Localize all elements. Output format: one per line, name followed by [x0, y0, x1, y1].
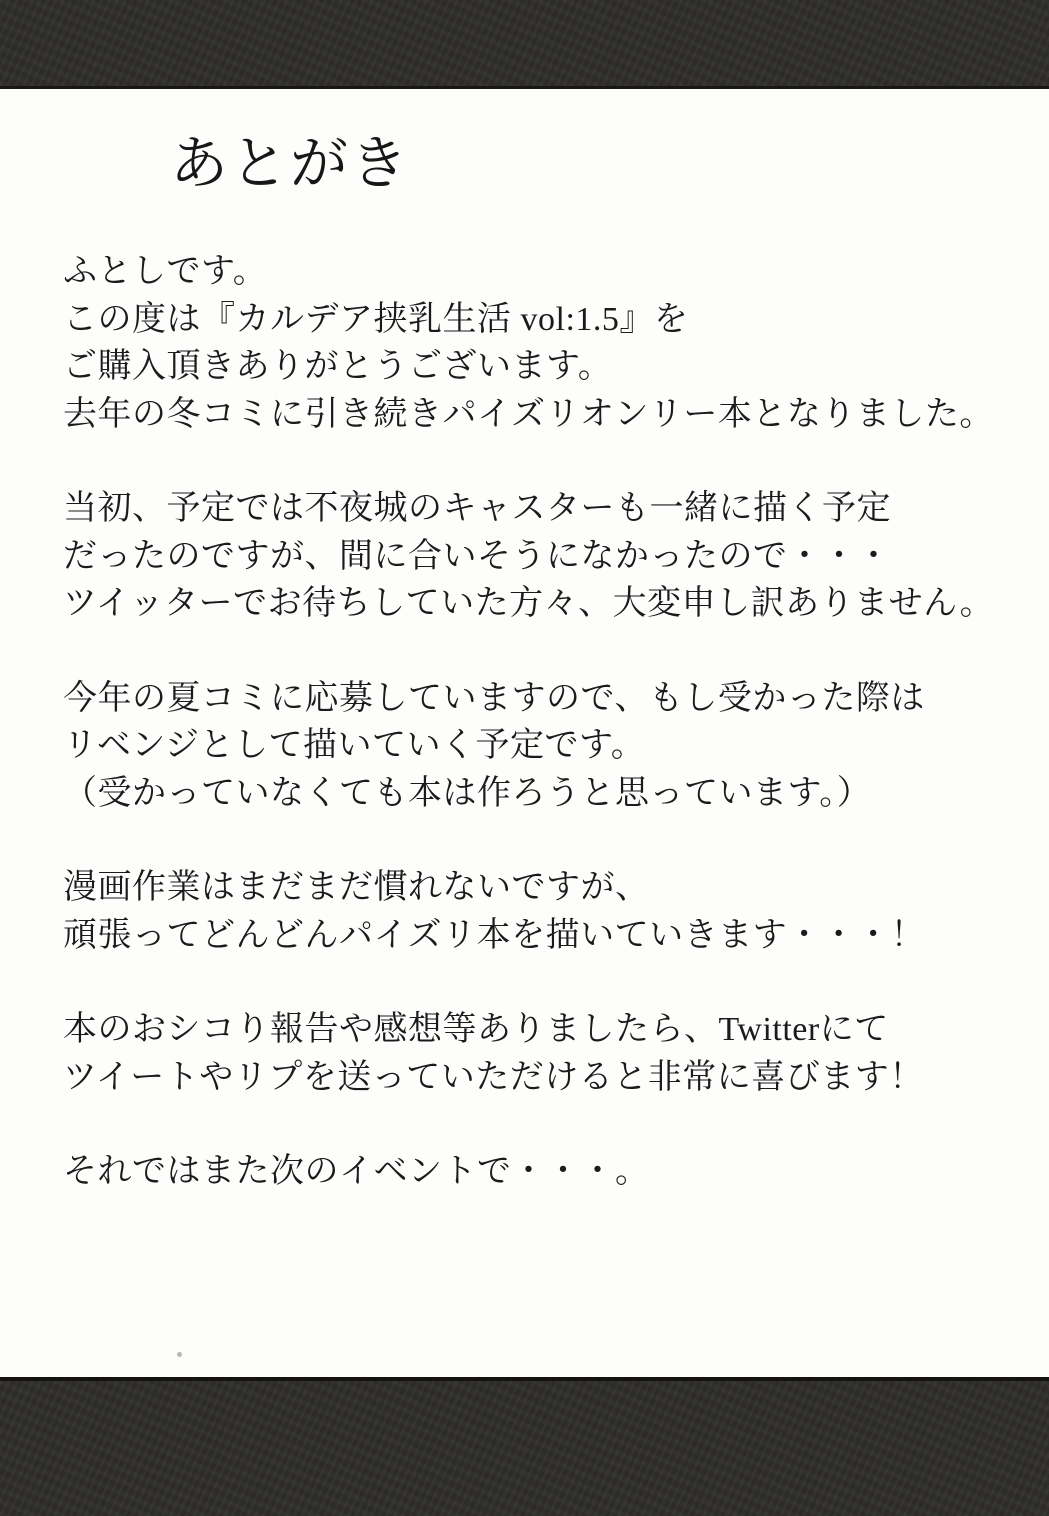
text-line: この度は『カルデア挟乳生活 vol:1.5』を: [63, 300, 689, 338]
text-line: 本のおシコり報告や感想等ありましたら、Twitterにて: [63, 1011, 889, 1048]
paragraph-apology: [63, 485, 993, 628]
paragraph-farewell: [63, 1148, 993, 1196]
text-line: 当初、予定では不夜城のキャスターも一緒に描く予定: [63, 490, 891, 527]
scan-dust-speck: [177, 1352, 182, 1357]
text-line: （受かっていなくても本は作ろうと思っています。）: [63, 774, 872, 812]
bottom-scan-bar: [0, 1377, 1049, 1516]
text-line: ツイートやリプを送っていただけると非常に喜びます！: [63, 1058, 924, 1096]
text-line: ツイッターでお待ちしていた方々、大変申し訳ありません。: [63, 585, 995, 622]
paragraph-resolution: [63, 864, 993, 959]
paragraph-feedback-request: [63, 1006, 993, 1101]
text-line: 去年の冬コミに引き続きパイズリオンリー本となりました。: [63, 395, 994, 433]
text-line: リベンジとして描いていく予定です。: [63, 727, 646, 764]
text-line: 漫画作業はまだまだ慣れないですが、: [63, 869, 650, 906]
text-line: ふとしです。: [63, 253, 268, 290]
text-line: ご購入頂きありがとうございます。: [63, 348, 613, 385]
page-title: あとがき: [170, 131, 411, 196]
text-line: 今年の夏コミに応募していますので、もし受かった際は: [63, 679, 925, 717]
top-scan-bar: [0, 0, 1049, 89]
paragraph-summer-plans: [63, 675, 993, 818]
paragraph-greeting: [63, 248, 993, 438]
afterword-body: [63, 248, 993, 1243]
text-line: それではまた次のイベントで・・・。: [63, 1153, 650, 1190]
text-line: だったのですが、間に合いそうになかったので・・・: [63, 537, 891, 575]
text-line: 頑張ってどんどんパイズリ本を描いていきます・・・！: [63, 916, 926, 954]
